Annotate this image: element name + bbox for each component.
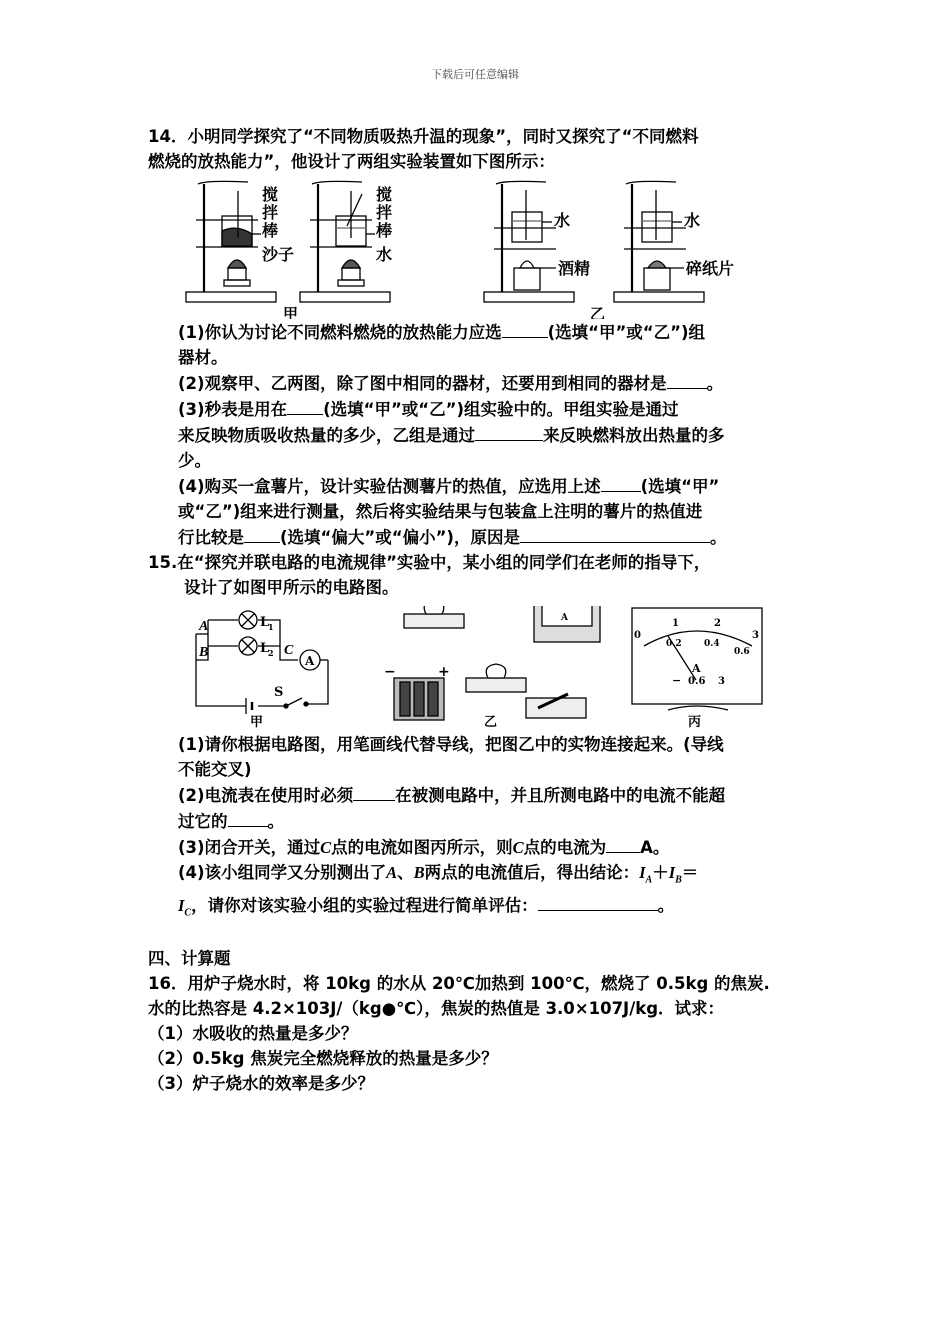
q14-part-3-cont: 来反映物质吸收热量的多少，乙组是通过 来反映燃料放出热量的多 — [148, 422, 813, 448]
meter-tick-1: 1 — [672, 618, 679, 629]
label-sand: 沙子 — [262, 245, 295, 264]
q14-part-1-cont: 器材。 — [178, 348, 228, 367]
q16-part-2: （2）0.5kg 焦炭完全燃烧释放的热量是多少？ — [148, 1048, 498, 1068]
circuit-node-a: A — [199, 619, 209, 634]
label-water-2: 水 — [554, 211, 571, 230]
meter-tick-02: 0.2 — [666, 639, 682, 649]
label-stir-1-c: 棒 — [262, 221, 279, 240]
q15-blank-1[interactable] — [353, 782, 395, 801]
q16-line-1: 16．用炉子烧水时，将 10kg 的水从 20℃加热到 100℃，燃烧了 0.5kg 的焦炭. — [148, 973, 770, 993]
q14-part-1: (1)你认为讨论不同燃料燃烧的放热能力应选 (选填“甲”或“乙”)组 — [148, 319, 813, 345]
switch-label: S — [274, 685, 284, 700]
meter-terminal-minus: − — [672, 674, 682, 687]
battery-minus: − — [384, 664, 396, 680]
label-bing: 丙 — [688, 715, 702, 728]
label-group-yi: 乙 — [590, 305, 606, 319]
meter-tick-2: 2 — [714, 618, 721, 629]
q15-part-4: (4)该小组同学又分别测出了A、B两点的电流值后，得出结论：$I_A+I_B=$ — [178, 863, 699, 886]
label-water-1: 水 — [376, 245, 393, 264]
label-stir-2-c: 棒 — [376, 221, 393, 240]
meter-tick-0: 0 — [634, 630, 641, 641]
circuit-node-b: B — [199, 645, 209, 660]
label-stir-2-a: 搅 — [376, 185, 393, 204]
lamp-l1-label: L — [260, 615, 270, 630]
label-jia: 甲 — [250, 715, 264, 728]
label-stir-2-b: 拌 — [376, 203, 393, 222]
q14-blank-7[interactable] — [520, 524, 710, 543]
q14-intro-2: 燃烧的放热能力”，他设计了两组实验装置如下图所示： — [148, 152, 555, 171]
q14-blank-4[interactable] — [475, 422, 543, 441]
q15-blank-4[interactable] — [538, 892, 658, 911]
label-paper: 碎纸片 — [686, 259, 735, 278]
label-stir-1-a: 搅 — [262, 185, 279, 204]
battery-plus: + — [438, 664, 450, 680]
q15-part-3: (3)闭合开关，通过C点的电流如图丙所示，则C点的电流为 A。 — [148, 834, 813, 860]
q14-blank-1[interactable] — [502, 319, 548, 338]
q15-part-2-cont: 过它的 。 — [148, 808, 813, 834]
meter-tick-04: 0.4 — [704, 639, 720, 649]
meter-terminal-06: 0.6 — [688, 676, 706, 687]
q15-part-1-cont: 不能交叉) — [178, 760, 252, 779]
label-alcohol: 酒精 — [558, 259, 591, 278]
q14-apparatus-figure — [148, 176, 813, 319]
label-yi: 乙 — [484, 715, 498, 728]
page-header: 下载后可任意编辑 — [431, 68, 519, 81]
q16-part-1: （1）水吸收的热量是多少？ — [148, 1023, 358, 1043]
worksheet — [148, 124, 813, 1096]
q15-part-1: (1)请你根据电路图，用笔画线代替导线，把图乙中的实物连接起来。(导线 — [178, 735, 724, 754]
label-stir-1-b: 拌 — [262, 203, 279, 222]
q14-intro-1: 14．小明同学探究了“不同物质吸热升温的现象”，同时又探究了“不同燃料 — [148, 127, 699, 146]
q14-part-3-end: 少。 — [178, 451, 211, 470]
small-meter-unit: A — [561, 613, 568, 623]
q14-part-4-end: 行比较是 (选填“偏大”或“偏小”)，原因是 。 — [148, 524, 813, 550]
q14-part-4: (4)购买一盒薯片，设计实验估测薯片的热值，应选用上述 (选填“甲” — [148, 473, 813, 499]
q16-part-3: （3）炉子烧水的效率是多少？ — [148, 1073, 374, 1093]
q14-part-3: (3)秒表是用在 (选填“甲”或“乙”)组实验中的。甲组实验是通过 — [148, 396, 813, 422]
q16-line-2: 水的比热容是 4.2×103J/（kg●℃），焦炭的热值是 3.0×107J/kg．试求： — [148, 998, 725, 1018]
lamp-l2-sub: 2 — [268, 648, 274, 658]
ammeter-symbol: A — [305, 654, 315, 668]
q15-part-2: (2)电流表在使用时必须 在被测电路中，并且所测电路中的电流不能超 — [148, 782, 813, 808]
label-group-jia: 甲 — [283, 305, 299, 319]
q14-part-4-cont: 或“乙”)组来进行测量，然后将实验结果与包装盒上注明的薯片的热值进 — [178, 502, 703, 521]
q14-blank-5[interactable] — [601, 473, 641, 492]
q14-part-2: (2)观察甲、乙两图，除了图中相同的器材，还要用到相同的器材是 。 — [148, 370, 813, 396]
meter-unit: A — [692, 662, 701, 675]
q14-blank-3[interactable] — [287, 396, 323, 415]
q15-blank-2[interactable] — [228, 808, 268, 827]
lamp-l2-label: L — [260, 641, 270, 656]
q15-intro-2: 设计了如图甲所示的电路图。 — [184, 578, 399, 597]
q14-blank-6[interactable] — [244, 524, 280, 543]
label-water-3: 水 — [684, 211, 701, 230]
lamp-l1-sub: 1 — [268, 622, 274, 632]
q15-intro-1: 15.在“探究并联电路的电流规律”实验中，某小组的同学们在老师的指导下， — [148, 553, 711, 572]
q15-blank-3[interactable] — [606, 834, 640, 853]
q15-circuit-svg — [148, 606, 788, 728]
section-title: 四、计算题 — [148, 948, 231, 968]
q15-part-4-cont: $I_C$，请你对该实验小组的实验过程进行简单评估： 。 — [148, 892, 813, 925]
q14-apparatus-svg — [148, 176, 788, 319]
meter-tick-3: 3 — [752, 630, 759, 641]
q15-circuit-figure — [148, 606, 813, 728]
meter-terminal-3: 3 — [718, 676, 725, 687]
q14-blank-2[interactable] — [667, 370, 707, 389]
circuit-node-c: C — [284, 643, 294, 658]
meter-tick-06: 0.6 — [734, 647, 750, 657]
